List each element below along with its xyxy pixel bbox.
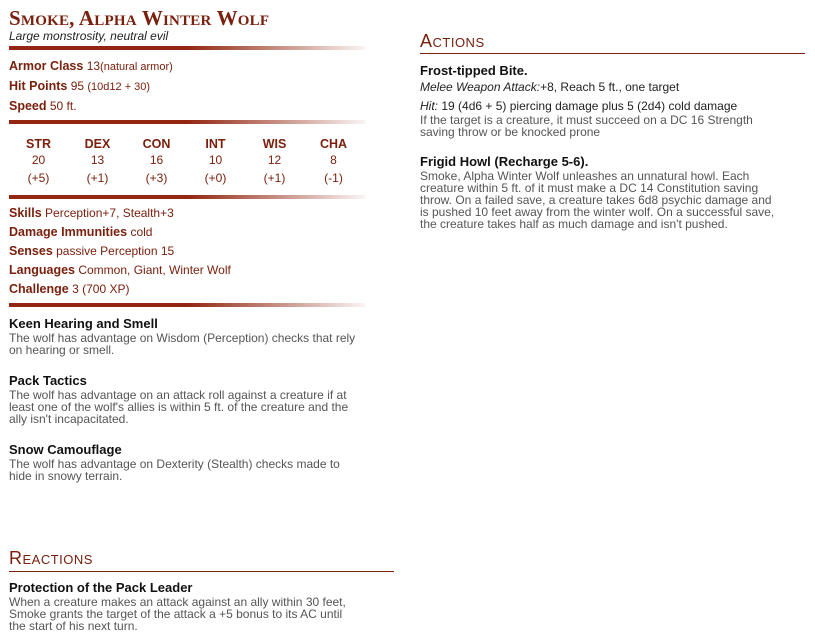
ability-str: [9, 136, 68, 186]
action-text-line: If the target is a creature, it must succeed on a DC 16 Strength: [420, 113, 753, 127]
ability-mod: (+5): [27, 171, 50, 185]
senses-line: [9, 242, 394, 261]
reaction-text-line: When a creature makes an attack against an ally within 30 feet,: [9, 595, 346, 609]
speed-label: Speed: [9, 99, 47, 113]
ability-wis: [245, 136, 304, 186]
damage-immunities-value: cold: [130, 225, 153, 239]
trait-title: Keen Hearing and Smell: [9, 316, 158, 331]
ability-score: 12: [267, 153, 282, 167]
trait-text-line: The wolf has advantage on Wisdom (Perception) checks that rely: [9, 331, 356, 345]
speed-line: [9, 97, 394, 116]
hit-points-value: 95: [70, 79, 85, 93]
ability-score: 16: [149, 153, 164, 167]
trait-text-line: ally isn't incapacitated.: [9, 412, 129, 426]
reaction-text-line: the start of his next turn.: [9, 619, 138, 633]
languages-value: Common, Giant, Winter Wolf: [78, 263, 231, 277]
action-text-line: creature within 5 ft. of it must make a DC 14 Constitution saving: [420, 181, 759, 195]
ability-mod: (+0): [204, 171, 227, 185]
reactions-heading: Reactions: [9, 548, 93, 568]
monster-name: Smoke, Alpha Winter Wolf: [9, 6, 270, 30]
action-text-line: throw. On a failed save, a creature takes 6d8 psychic damage and: [420, 193, 772, 207]
armor-class-line: [9, 57, 394, 77]
armor-class-value: 13: [86, 59, 101, 73]
speed-value: 50 ft.: [49, 99, 77, 113]
ability-mod: (-1): [324, 171, 343, 185]
hit-line: [420, 98, 808, 114]
action-text-line: Smoke, Alpha Winter Wolf unleashes an unnatural howl. Each: [420, 169, 750, 183]
ability-int: [186, 136, 245, 186]
damage-immunities-label: Damage Immunities: [9, 225, 128, 239]
attack-type: Melee Weapon Attack:: [420, 80, 541, 94]
action-frost-bite: [420, 63, 808, 138]
divider-taper: [9, 46, 365, 50]
languages-line: [9, 261, 394, 280]
reaction-text: [9, 596, 394, 632]
secondary-stats: [9, 204, 394, 299]
section-rule: [9, 571, 394, 572]
trait-title: Pack Tactics: [9, 373, 87, 388]
trait-text-line: The wolf has advantage on an attack roll against a creature if at: [9, 388, 347, 402]
reaction-protection: [9, 580, 394, 632]
trait-text-line: least one of the wolf's allies is within 5 ft. of the creature and the: [9, 400, 349, 414]
ability-mod: (+1): [86, 171, 109, 185]
armor-class-label: Armor Class: [9, 59, 84, 73]
action-extra-text: [420, 114, 808, 138]
ability-score: 8: [330, 153, 337, 167]
actions-heading: Actions: [420, 31, 485, 51]
ability-score: 10: [208, 153, 223, 167]
hit-points-line: [9, 77, 394, 97]
action-text-line: saving throw or be knocked prone: [420, 125, 601, 139]
attack-line: [420, 79, 808, 95]
trait-text: [9, 389, 394, 425]
challenge-label: Challenge: [9, 282, 69, 296]
trait-text-line: on hearing or smell.: [9, 343, 115, 357]
action-title: Frigid Howl (Recharge 5-6).: [420, 154, 589, 169]
divider-taper: [9, 303, 365, 307]
ability-name: CHA: [319, 137, 348, 151]
divider-taper: [9, 120, 365, 124]
damage-immunities-line: [9, 223, 394, 242]
skills-value: Perception+7, Stealth+3: [45, 206, 174, 220]
trait-pack-tactics: [9, 373, 394, 425]
ability-mod: (+3): [145, 171, 168, 185]
section-rule: [420, 53, 805, 54]
action-frigid-howl: [420, 154, 808, 230]
ability-name: DEX: [84, 137, 111, 151]
languages-label: Languages: [9, 263, 75, 277]
action-text-line: is pushed 10 feet away from the winter wolf. On a successful save,: [420, 205, 775, 219]
hit-points-label: Hit Points: [9, 79, 68, 93]
challenge-value: 3 (700 XP): [72, 282, 130, 296]
ability-dex: [68, 136, 127, 186]
ability-score: 20: [31, 153, 46, 167]
ability-cha: [304, 136, 363, 186]
trait-text: [9, 458, 394, 482]
hit-label: Hit:: [420, 99, 438, 113]
senses-value: passive Perception 15: [56, 244, 175, 258]
trait-title: Snow Camouflage: [9, 442, 122, 457]
armor-class-note: (natural armor): [100, 61, 173, 73]
trait-text-line: hide in snowy terrain.: [9, 469, 123, 483]
ability-name: CON: [142, 137, 171, 151]
divider-taper: [9, 195, 365, 199]
trait-snow-camouflage: [9, 442, 394, 482]
reaction-title: Protection of the Pack Leader: [9, 580, 193, 595]
senses-label: Senses: [9, 244, 53, 258]
trait-text: [9, 332, 394, 356]
hit-points-note: (10d12 + 30): [87, 81, 151, 93]
reactions-section: [9, 548, 394, 632]
stat-block-left-column: [9, 0, 394, 482]
hit-details: 19 (4d6 + 5) piercing damage plus 5 (2d4) cold damage: [441, 99, 738, 113]
ability-con: [127, 136, 186, 186]
skills-line: [9, 204, 394, 223]
action-title: Frost-tipped Bite.: [420, 63, 528, 78]
monster-subtitle: Large monstrosity, neutral evil: [9, 29, 169, 43]
reaction-text-line: Smoke grants the target of the attack a +5 bonus to its AC until: [9, 607, 343, 621]
trait-text-line: The wolf has advantage on Dexterity (Stealth) checks made to: [9, 457, 340, 471]
actions-section: [420, 31, 808, 230]
ability-scores: [9, 136, 363, 186]
action-text: [420, 170, 808, 230]
ability-name: WIS: [262, 137, 287, 151]
action-text-line: the creature takes half as much damage and isn't pushed.: [420, 217, 728, 231]
ability-name: INT: [205, 137, 226, 151]
ability-name: STR: [26, 137, 51, 151]
attack-details: +8, Reach 5 ft., one target: [540, 80, 680, 94]
core-stats: [9, 57, 394, 116]
skills-label: Skills: [9, 206, 42, 220]
challenge-line: [9, 280, 394, 299]
ability-mod: (+1): [263, 171, 286, 185]
trait-keen-hearing: [9, 316, 394, 356]
ability-score: 13: [90, 153, 105, 167]
